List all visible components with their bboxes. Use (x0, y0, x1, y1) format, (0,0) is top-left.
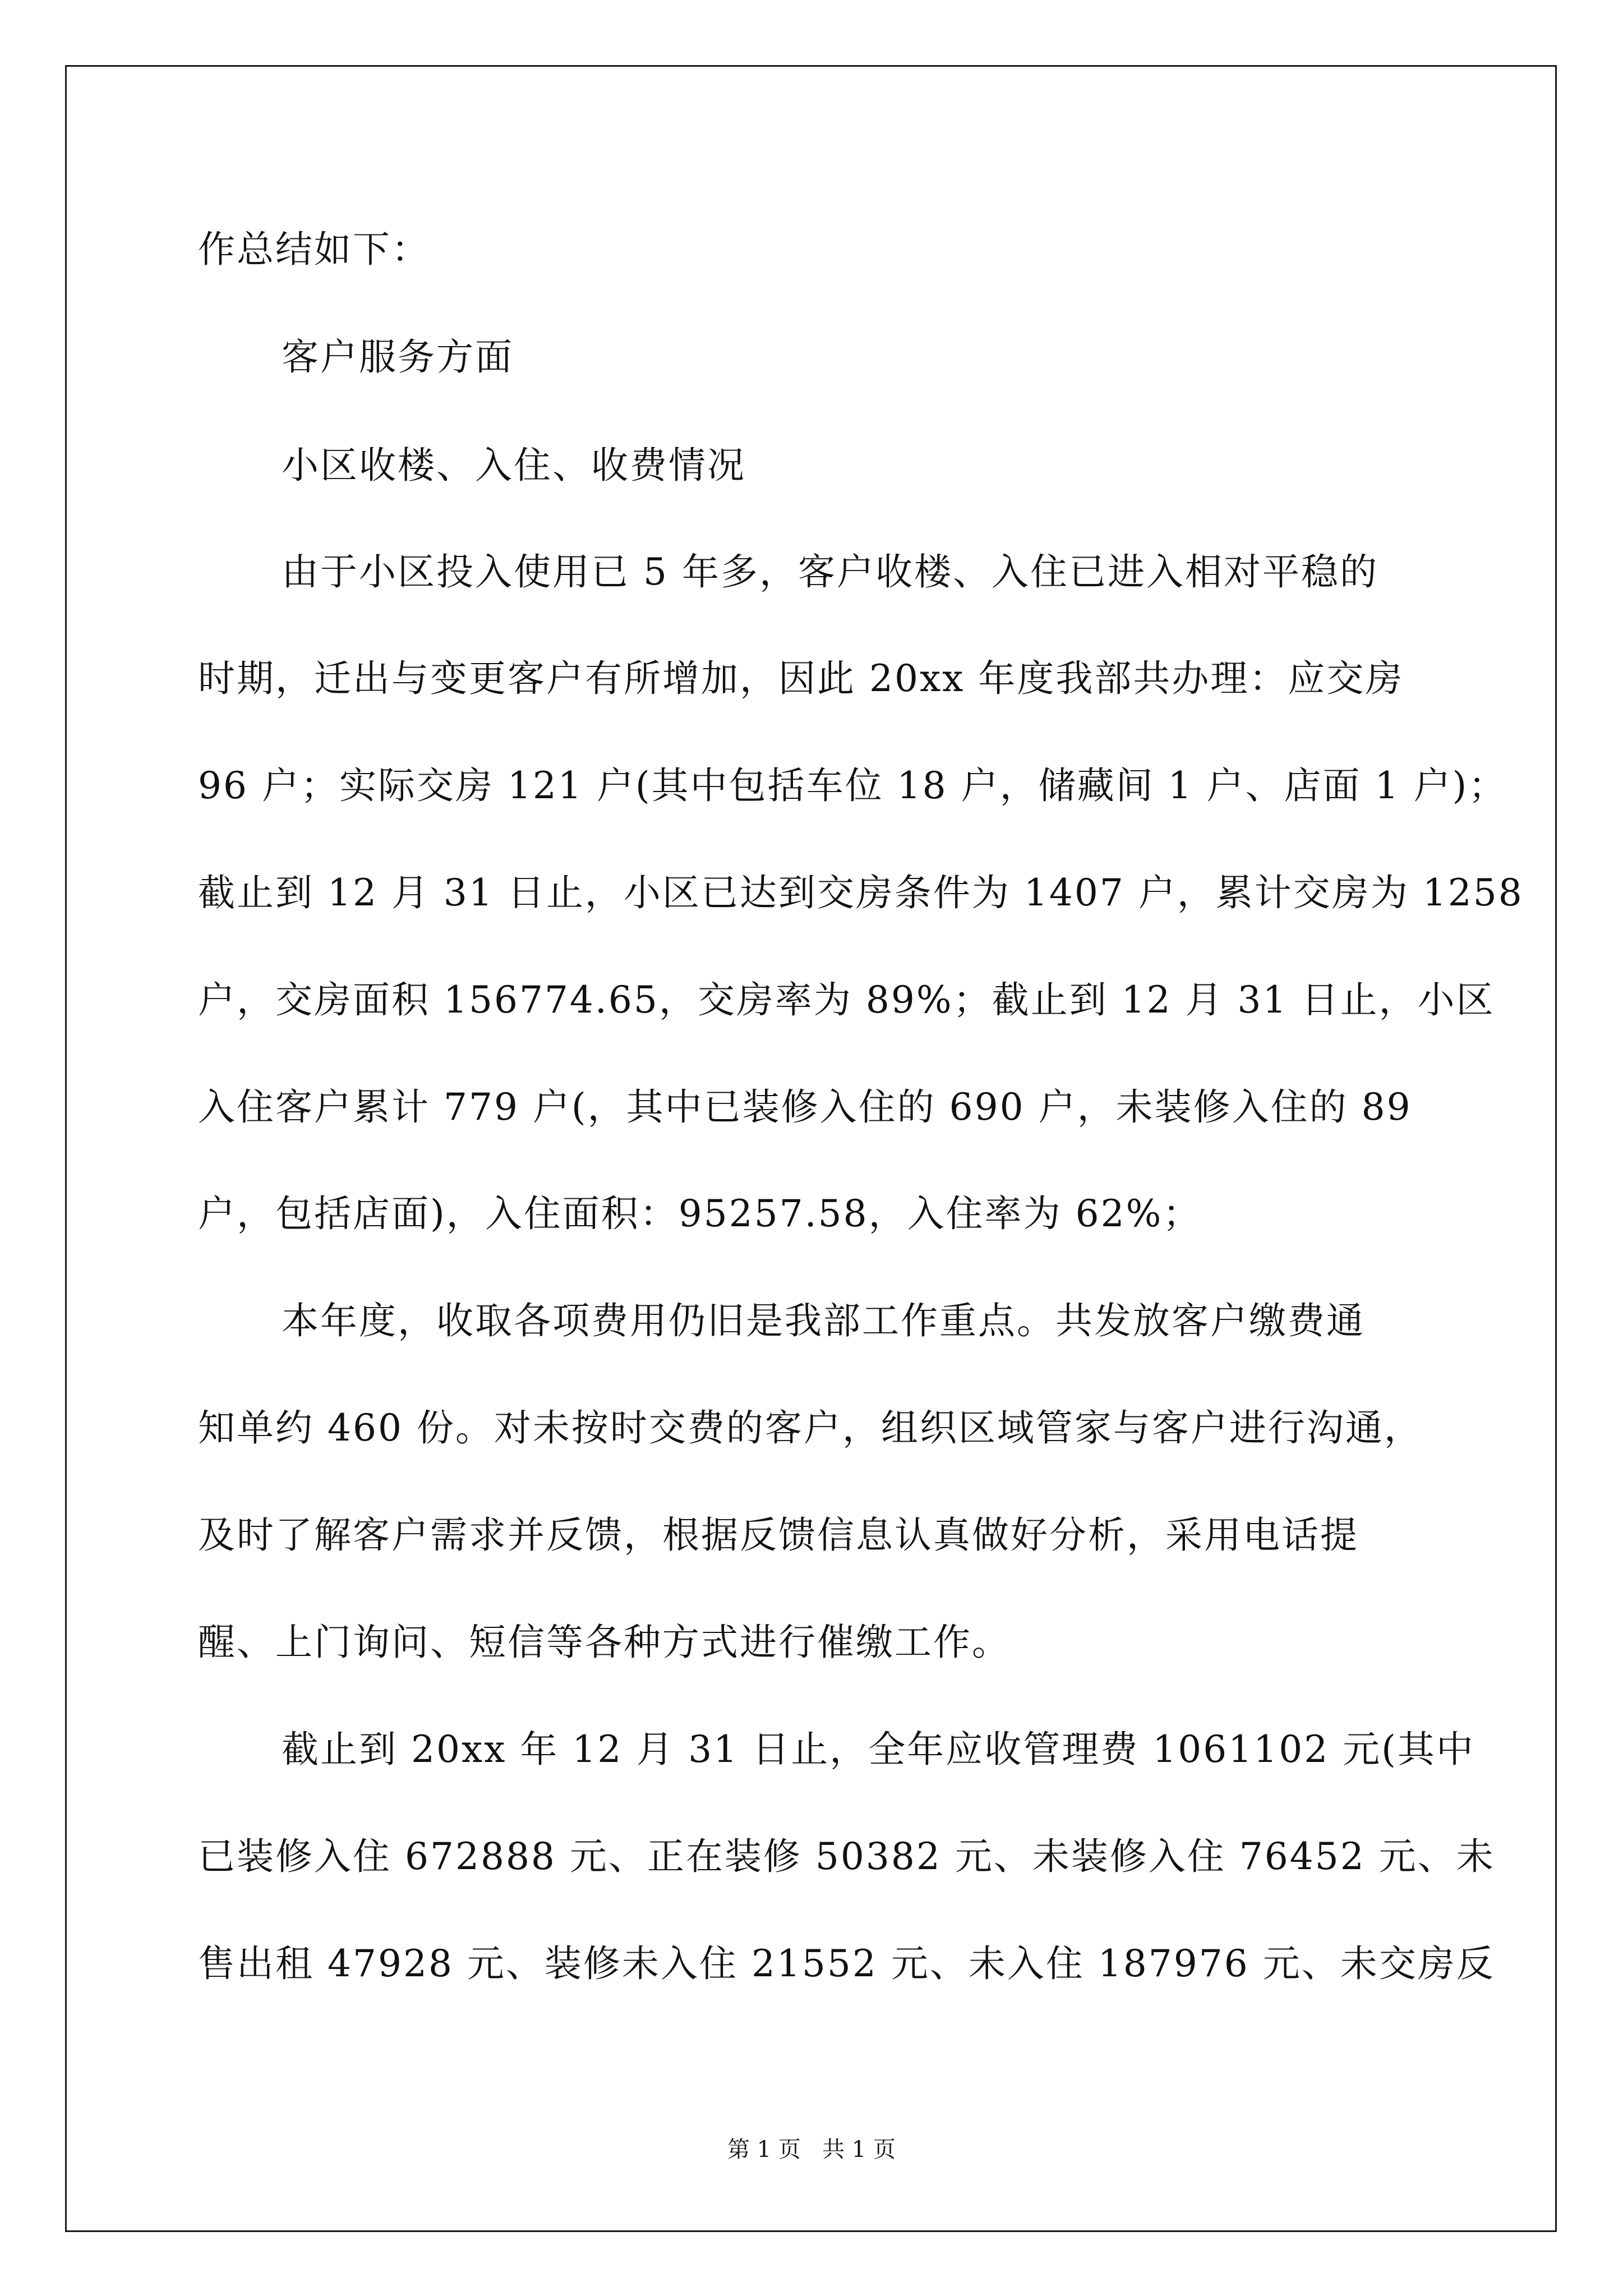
text-line: 售出租 47928 元、装修未入住 21552 元、未入住 187976 元、未交房反 (198, 1942, 1495, 1985)
text-line: 已装修入住 672888 元、正在装修 50382 元、未装修入住 76452 元、未 (198, 1835, 1495, 1878)
text-line: 本年度，收取各项费用仍旧是我部工作重点。共发放客户缴费通 (282, 1299, 1365, 1342)
text-line: 户，交房面积 156774.65，交房率为 89%；截止到 12 月 31 日止，小区 (198, 978, 1495, 1022)
text-line: 截止到 12 月 31 日止，小区已达到交房条件为 1407 户，累计交房为 1258 (198, 871, 1524, 914)
text-line: 96 户；实际交房 121 户(其中包括车位 18 户，储藏间 1 户、店面 1 户)； (198, 764, 1507, 807)
subsection-heading: 小区收楼、入住、收费情况 (282, 444, 746, 487)
text-line: 醒、上门询问、短信等各种方式进行催缴工作。 (198, 1621, 1011, 1664)
page-footer: 第 1 页 共 1 页 (727, 2137, 896, 2162)
text-line: 由于小区投入使用已 5 年多，客户收楼、入住已进入相对平稳的 (282, 550, 1378, 593)
page-border (65, 65, 1557, 2232)
text-line: 及时了解客户需求并反馈，根据反馈信息认真做好分析，采用电话提 (198, 1513, 1359, 1557)
section-heading: 客户服务方面 (282, 335, 514, 379)
text-line: 入住客户累计 779 户(，其中已装修入住的 690 户，未装修入住的 89 (198, 1085, 1412, 1129)
text-line: 知单约 460 份。对未按时交费的客户，组织区域管家与客户进行沟通， (198, 1406, 1423, 1450)
text-line: 作总结如下： (198, 228, 430, 271)
text-line: 截止到 20xx 年 12 月 31 日止，全年应收管理费 1061102 元(其中 (282, 1728, 1475, 1771)
text-line: 时期，迁出与变更客户有所增加，因此 20xx 年度我部共办理：应交房 (198, 657, 1404, 700)
text-line: 户，包括店面)，入住面积：95257.58，入住率为 62%； (198, 1192, 1202, 1235)
